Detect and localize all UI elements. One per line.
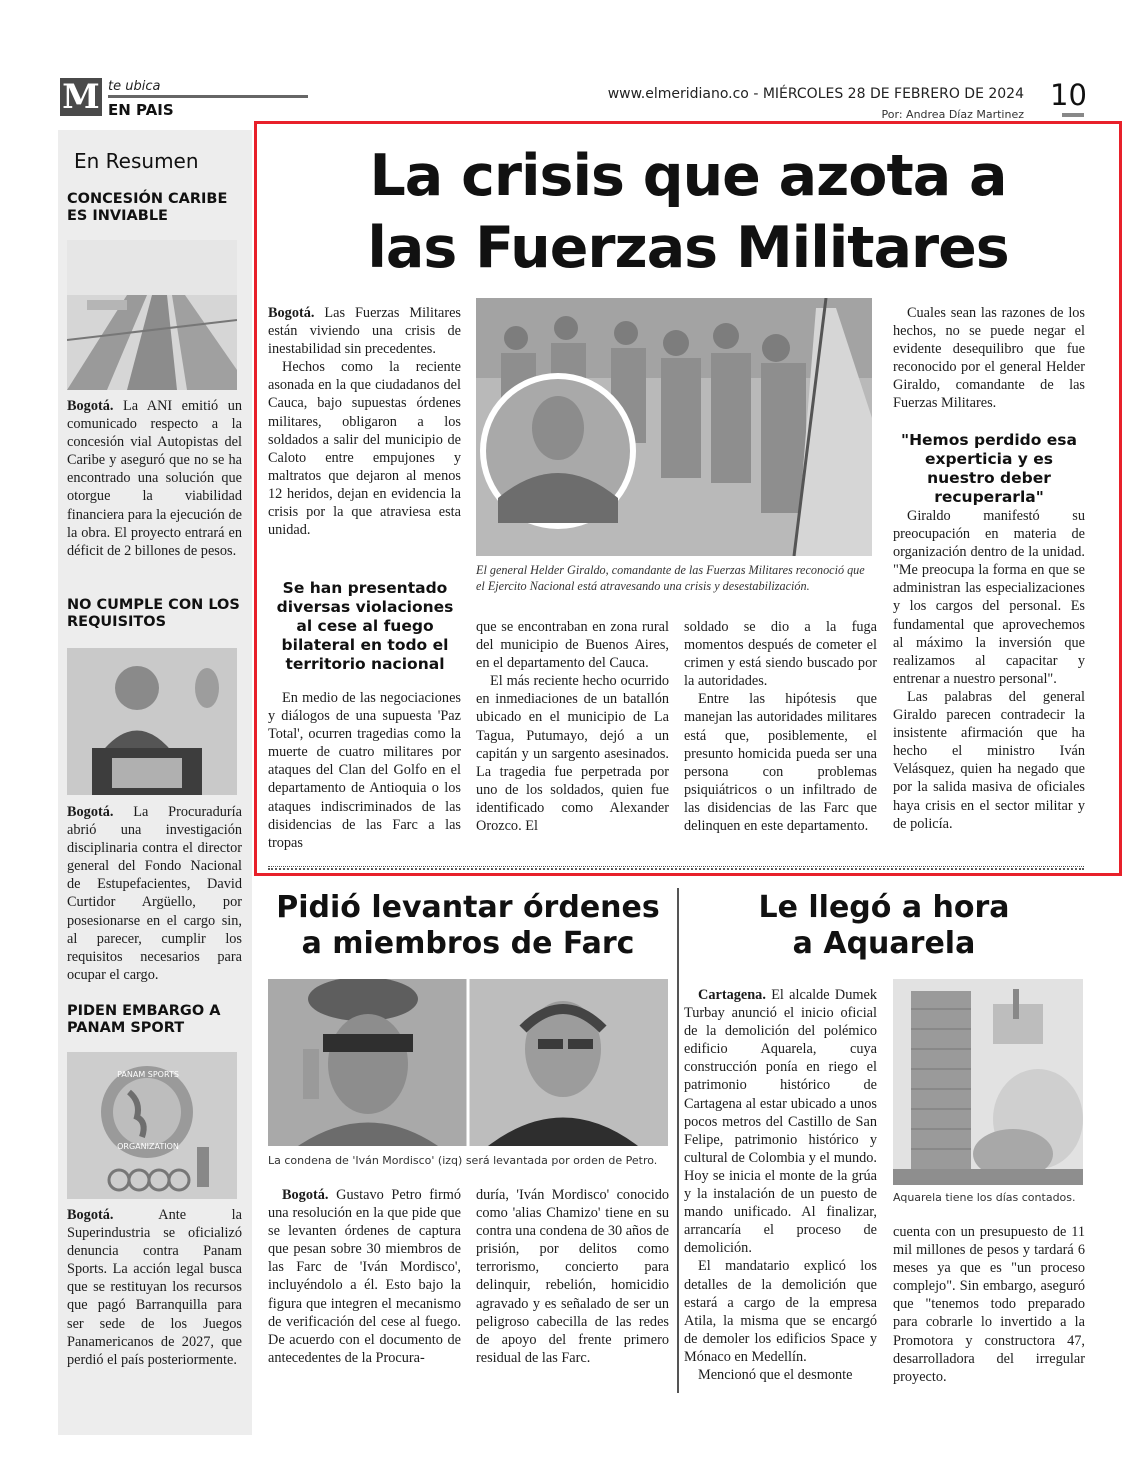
- sidebar-headline: NO CUMPLE CON LOS REQUISITOS: [67, 597, 240, 630]
- aquarela-photo: [893, 979, 1083, 1185]
- aquarela-col-2: [893, 1223, 1085, 1391]
- aquarela-headline: [684, 890, 1084, 962]
- page-number: 10: [1050, 78, 1087, 112]
- official-image: [67, 648, 237, 795]
- sidebar-dateline: Bogotá.: [67, 1207, 114, 1223]
- sidebar-dateline: Bogotá.: [67, 398, 114, 414]
- main-col1-p3: En medio de las negociaciones y diálogos de una supuesta 'Paz Total', ocurren tragedias como la muerte de cuatro militares por ataques del Clan del Golfo en el departamento de Antioquia o los ataques indiscriminados de las disidencias de las Farc a las tropas: [268, 690, 461, 851]
- aquarela-col1-p1: El alcalde Dumek Turbay anunció el inicio oficial de la demolición del polémico edificio Aquarela, cuya construcción ponía en riego el patrimonio histórico de Cartagena al estar ubicado a unos pocos metros del Castillo de San Felipe, patrimonio histórico y cultural de Colombia y el mundo. Hoy se inicia el monte de la grúa y la instalación de un puesto de mando unificado. Al finalizar, arrancaría el proceso de demolición.: [684, 987, 877, 1257]
- page-number-rule: [1062, 113, 1084, 117]
- main-col2-p2: El más reciente hecho ocurrido en inmediaciones de un batallón ubicado en el municipio de La Tagua, Putumayo, dejó a un capitán y un sargento asesinados. La tragedia fue perpetrada por uno de los soldados, quien fue identificado como Alexander Orozco. El: [476, 673, 669, 835]
- aquarela-dateline: Cartagena.: [698, 987, 766, 1003]
- farc-photo: [268, 979, 668, 1146]
- main-photo-soldiers: [476, 298, 872, 556]
- pullquote-left: Se han presentado diversas violaciones al cese al fuego bilateral en todo el territorio nacional: [276, 579, 454, 673]
- main-col3-p2: Entre las hipótesis que manejan las autoridades militares está que, posiblemente, el presunto homicida pueda ser una persona con problemas psiquiátricos o un infiltrado de las disidencias de las Farc que delinquen en este departamento.: [684, 691, 877, 835]
- masthead-logo: [60, 78, 102, 116]
- column-divider: [677, 888, 679, 1393]
- sidebar-body: Ante la Superindustria se oficializó denuncia contra Panam Sports. La acción legal busca que se restituyan los recursos que pagó Barranquilla para ser sede de los Juegos Panamericanos de 2027, que perdió el país posteriormente.: [67, 1207, 242, 1368]
- sidebar-body: La Procuraduría abrió una investigación disciplinaria contra el director general del Fondo Nacional de Estupefacientes, David Curtidor Argüello, por posesionarse en el cargo sin, al parecer, cumplir los requisitos necesarios para ocupar el cargo.: [67, 804, 242, 983]
- main-dateline: Bogotá.: [268, 305, 315, 321]
- main-col4-p2: Giraldo manifestó su preocupación en materia de organización dentro de la unidad. "Me preocupa la forma en que se administran las especializaciones y los cargos del personal. Es fundamental que aprovechemos al máximo la inversión que realizamos al capacitar y entrenar a nuestro personal".: [893, 508, 1085, 687]
- sidebar-photo-panam: [67, 1052, 237, 1199]
- mordisco-petro-image: [268, 979, 668, 1146]
- main-col-3: [684, 618, 877, 854]
- main-col-2: [476, 618, 669, 854]
- aquarela-col1-p3: Mencionó que el desmonte: [698, 1366, 853, 1383]
- sidebar-headline: PIDEN EMBARGO A PANAM SPORT: [67, 1003, 221, 1036]
- aquarela-col1-p2: El mandatario explicó los detalles de la demolición que estará a cargo de la empresa Atila, la misma que se encargó de demoler los edificios Space y Mónaco en Medellín.: [684, 1258, 877, 1365]
- logo-letter: M: [62, 77, 100, 117]
- panam-logo-top-text: PANAM SPORTS: [117, 1070, 179, 1079]
- main-col4-p3: Las palabras del general Giraldo parecen contradecir la insistente afirmación que ha hecho el ministro Iván Velásquez, quien ha negado que por la salida masiva de oficiales haya crisis en el sector militar y de policía.: [893, 688, 1085, 832]
- main-headline-line2: las Fuerzas Militares: [367, 215, 1009, 281]
- sidebar-body: La ANI emitió un comunicado respecto a la concesión vial Autopistas del Caribe y aseguró que no se ha encontrado una solución que otorgue la viabilidad financiera para la ejecución de la obra. El proyecto entrará en déficit de 2 billones de pesos.: [67, 398, 242, 559]
- main-col-4-bottom: [893, 507, 1085, 855]
- main-col-1-bottom: [268, 689, 461, 854]
- panam-logo-bottom-text: ORGANIZATION: [117, 1142, 179, 1151]
- farc-headline: [262, 890, 674, 962]
- byline: Por: Andrea Díaz Martinez: [881, 108, 1024, 121]
- highway-image: [67, 240, 237, 390]
- farc-headline-line2: a miembros de Farc: [301, 926, 635, 961]
- soldiers-parade-image: [476, 298, 872, 556]
- aquarela-col-1: [684, 986, 877, 1391]
- section-label: EN PAIS: [108, 101, 174, 119]
- section-tag: te ubica: [108, 79, 161, 94]
- site-date-line: www.elmeridiano.co - MIÉRCOLES 28 DE FEBRERO DE 2024: [607, 86, 1024, 102]
- aquarela-headline-line1: Le llegó a hora: [758, 890, 1010, 925]
- sidebar-text-3: [67, 1206, 242, 1369]
- main-col3-text: soldado se dio a la fuga momentos después de cometer el crimen y está siendo buscado por la autoridades.: [684, 619, 877, 690]
- aquarela-photo-caption: Aquarela tiene los días contados.: [893, 1191, 1076, 1204]
- aquarela-headline-line2: a Aquarela: [792, 926, 976, 961]
- sidebar-photo-official: [67, 648, 237, 795]
- pullquote-right: "Hemos perdido esa experticia y es nuestro deber recuperarla": [901, 431, 1077, 506]
- farc-col1-text: Gustavo Petro firmó una resolución en la que pide que se levanten órdenes de captura que pesan sobre 30 miembros de las Farc de 'Iván Mordisco', incluyéndolo a él. Esto bajo la figura que integren el mecanismo de verificación del cese al fuego. De acuerdo con el documento de antecedentes de la Procura-: [268, 1187, 461, 1366]
- main-col2-text: que se encontraban en zona rural del municipio de Buenos Aires, en el departamento del Cauca.: [476, 619, 669, 672]
- sidebar-text-1: [67, 397, 242, 560]
- farc-photo-caption: La condena de 'Iván Mordisco' (izq) será levantada por orden de Petro.: [268, 1154, 658, 1167]
- farc-dateline: Bogotá.: [282, 1187, 329, 1203]
- aquarela-col2-text: cuenta con un presupuesto de 11 mil millones de pesos y tardará 6 meses ya que es "un proceso complejo". Sin embargo, aseguró que "tenemos todo preparado para cobrarle lo invertido a la Promotora y constructora 47, desarrolladora del irregular proyecto.: [893, 1224, 1085, 1385]
- farc-headline-line1: Pidió levantar órdenes: [276, 890, 660, 925]
- main-col-1-top: [268, 304, 461, 564]
- farc-col-1: [268, 1186, 461, 1391]
- main-col1-p2: Hechos como la reciente asonada en la que ciudadanos del Cauca, bajo supuestas órdenes militares, obligaron a los soldados a salir del municipio de Caloto entre empujones y maltratos que dejaron al menos 12 heridos, dejan en evidencia la crisis por la que atraviesa esta unidad.: [268, 359, 461, 539]
- sidebar-title: En Resumen: [74, 149, 199, 173]
- main-photo-caption: El general Helder Giraldo, comandante de las Fuerzas Militares reconoció que el Ejercito Nacional está atravesando una crisis y desestabilización.: [476, 563, 865, 593]
- main-col-4-top: [893, 304, 1085, 416]
- farc-col2-text: duría, 'Iván Mordisco' conocido como 'alias Chamizo' tiene en su contra una condena de 30 años de prisión, por delitos como terrorismo, concierto para delinquir, rebelión, homicidio agravado y es señalado de ser un peligroso cabecilla de las redes de apoyo del frente primero residual de las Farc.: [476, 1187, 669, 1366]
- farc-col-2: [476, 1186, 669, 1391]
- sidebar-photo-highway: [67, 240, 237, 390]
- main-col4-p1: Cuales sean las razones de los hechos, no se puede negar el evidente desequilibro que fue reconocido por el general Helder Giraldo, comandante de las Fuerzas Militares.: [893, 305, 1085, 412]
- aquarela-building-image: [893, 979, 1083, 1185]
- sidebar-dateline: Bogotá.: [67, 804, 114, 820]
- main-col1-p1: Las Fuerzas Militares están viviendo una crisis de inestabilidad sin precedentes.: [268, 305, 461, 358]
- section-rule: [108, 95, 308, 98]
- main-headline-line1: La crisis que azota a: [369, 143, 1007, 209]
- sidebar-text-2: [67, 803, 242, 984]
- main-headline: [262, 140, 1114, 284]
- sidebar-headline: CONCESIÓN CARIBE ES INVIABLE: [67, 191, 228, 224]
- main-story-bottom-rule: [268, 866, 1084, 870]
